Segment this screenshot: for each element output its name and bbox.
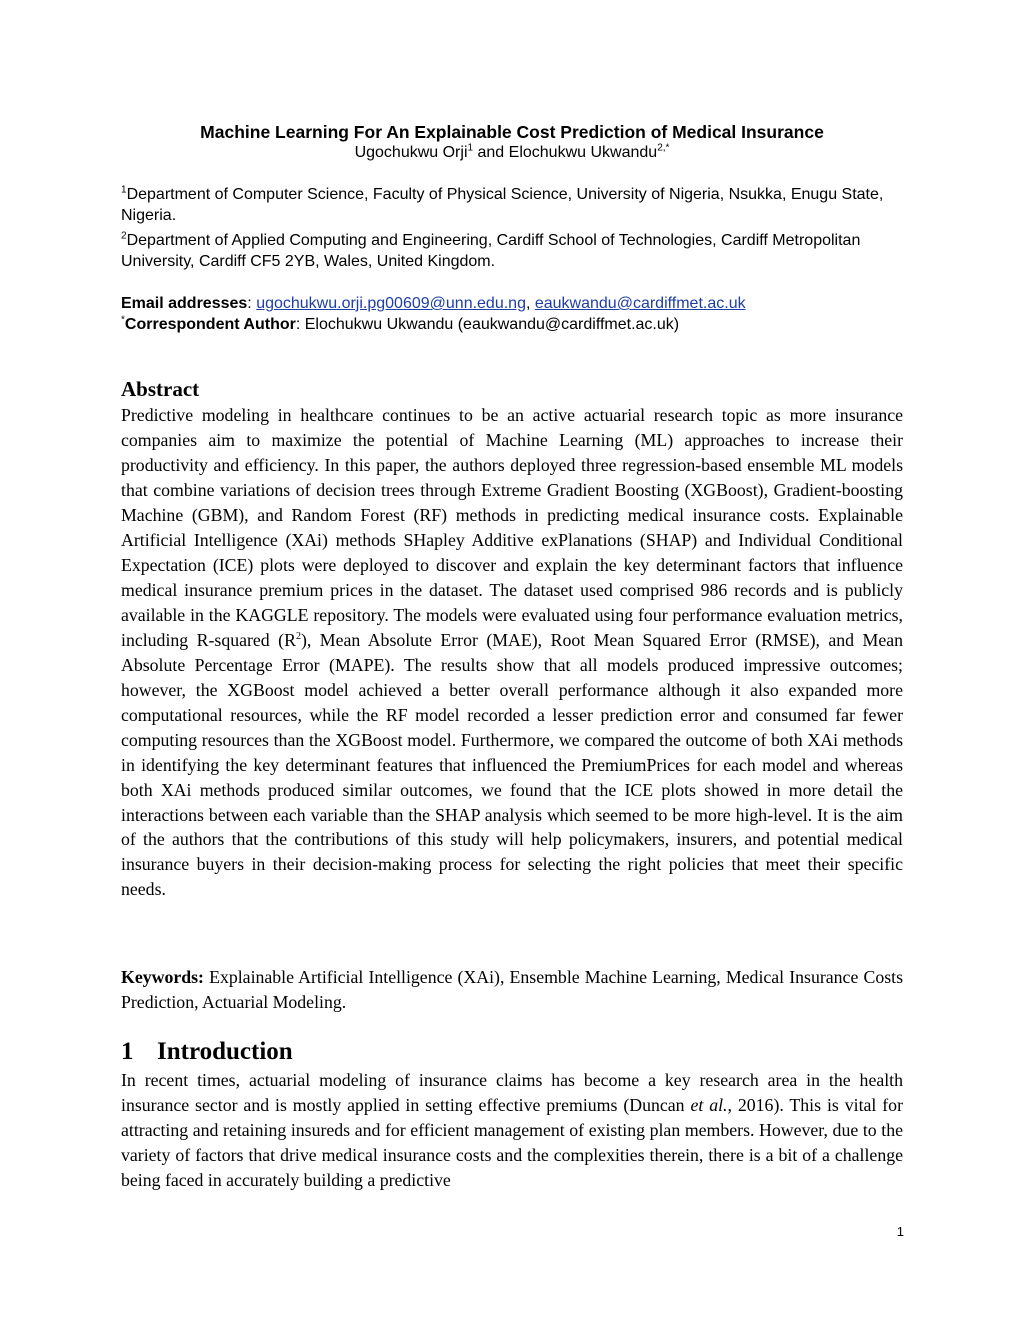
abstract-sup: 2 [295, 630, 301, 642]
introduction-title: Introduction [157, 1038, 293, 1065]
author-1-sup: 1 [467, 142, 474, 154]
affiliation-2-num: 2 [121, 230, 127, 242]
correspondent-text: : Elochukwu Ukwandu (eaukwandu@cardiffmet.ac.uk) [295, 316, 680, 333]
correspondent-star: * [121, 314, 125, 326]
author-and: and [473, 144, 509, 161]
author-1: Ugochukwu Orji [354, 144, 468, 161]
paper-title: Machine Learning For An Explainable Cost Prediction of Medical Insurance [200, 122, 824, 142]
affiliation-1 [121, 184, 911, 226]
keywords-label: Keywords: [121, 967, 204, 987]
affiliation-1-num: 1 [121, 184, 127, 196]
keywords-text: Explainable Artificial Intelligence (XAi), Ensemble Machine Learning, Medical Insurance Costs Prediction, Actuarial Modeling. [121, 967, 903, 1012]
abstract-body [121, 403, 903, 902]
email-label: Email addresses [121, 295, 248, 312]
intro-italic: et al. [690, 1094, 728, 1115]
correspondent-label: Correspondent Author [124, 316, 296, 333]
affiliation-1-text: Department of Computer Science, Faculty of Physical Science, University of Nigeria, Nsukka, Enugu State, Nigeria. [121, 186, 884, 224]
email-link-1[interactable]: ugochukwu.orji.pg00609@unn.edu.ng [256, 295, 526, 312]
affiliation-2 [121, 230, 911, 272]
author-line [0, 143, 1024, 163]
correspondent-line [121, 314, 911, 335]
abstract-text-1: Predictive modeling in healthcare continues to be an active actuarial research topic as more insurance companies aim to maximize the potential of Machine Learning (ML) approaches to increase their productivity and efficiency. In this paper, the authors deployed three regression-based ensemble ML models that combine variations of decision trees through Extreme Gradient Boosting (XGBoost), Gradient-boosting Machine (GBM), and Random Forest (RF) methods in predicting medical insurance costs. Explainable Artificial Intelligence (XAi) methods SHapley Additive exPlanations (SHAP) and Individual Conditional Expectation (ICE) plots were deployed to discover and explain the key determinant factors that influence medical insurance premium prices in the dataset. The dataset used comprised 986 records and is publicly available in the KAGGLE repository. The models were evaluated using four performance evaluation metrics, including R-squared (R [121, 405, 903, 650]
email-link-2[interactable]: eaukwandu@cardiffmet.ac.uk [534, 295, 746, 312]
email-line: Email addresses: ugochukwu.orji.pg00609@unn.edu.ng, eaukwandu@cardiffmet.ac.uk [121, 295, 746, 312]
keywords [121, 965, 903, 1014]
affiliation-2-text: Department of Applied Computing and Engineering, Cardiff School of Technologies, Cardiff Metropolitan University, Cardiff CF5 2YB, Wales, United Kingdom. [121, 232, 861, 270]
introduction-body [121, 1068, 903, 1193]
intro-text-1: In recent times, actuarial modeling of insurance claims has become a key research area in the health insurance sector and is mostly applied in setting effective premiums (Duncan [121, 1070, 903, 1115]
abstract-text-2: ), Mean Absolute Error (MAE), Root Mean Squared Error (RMSE), and Mean Absolute Percentage Error (MAPE). The results show that all models produced impressive outcomes; however, the XGBoost model achieved a better overall performance although it also expanded more computational resources, while the RF model recorded a lesser prediction error and consumed far fewer computing resources than the XGBoost model. Furthermore, we compared the outcome of both XAi methods in identifying the key determinant features that influenced the PremiumPrices for each model and whereas both XAi methods produced similar outcomes, we found that the ICE plots showed in more detail the interactions between each variable than the SHAP analysis which seemed to be more high-level. It is the aim of the authors that the contributions of this study will help policymakers, insurers, and potential medical insurance buyers in their decision-making process for selecting the right policies that meet their specific needs. [121, 629, 903, 900]
introduction-heading [121, 1036, 293, 1068]
page-number: 1 [896, 1224, 904, 1239]
section-number: 1 [121, 1038, 134, 1065]
intro-text-2: , 2016). This is vital for attracting and retaining insureds and for efficient management of existing plan members. However, due to the variety of factors that drive medical insurance costs and the complexities therein, there is a bit of a challenge being faced in accurately building a predictive [121, 1094, 903, 1190]
author-2: Elochukwu Ukwandu [508, 144, 658, 161]
author-2-sup: 2,* [657, 142, 670, 154]
abstract-heading: Abstract [121, 377, 200, 401]
